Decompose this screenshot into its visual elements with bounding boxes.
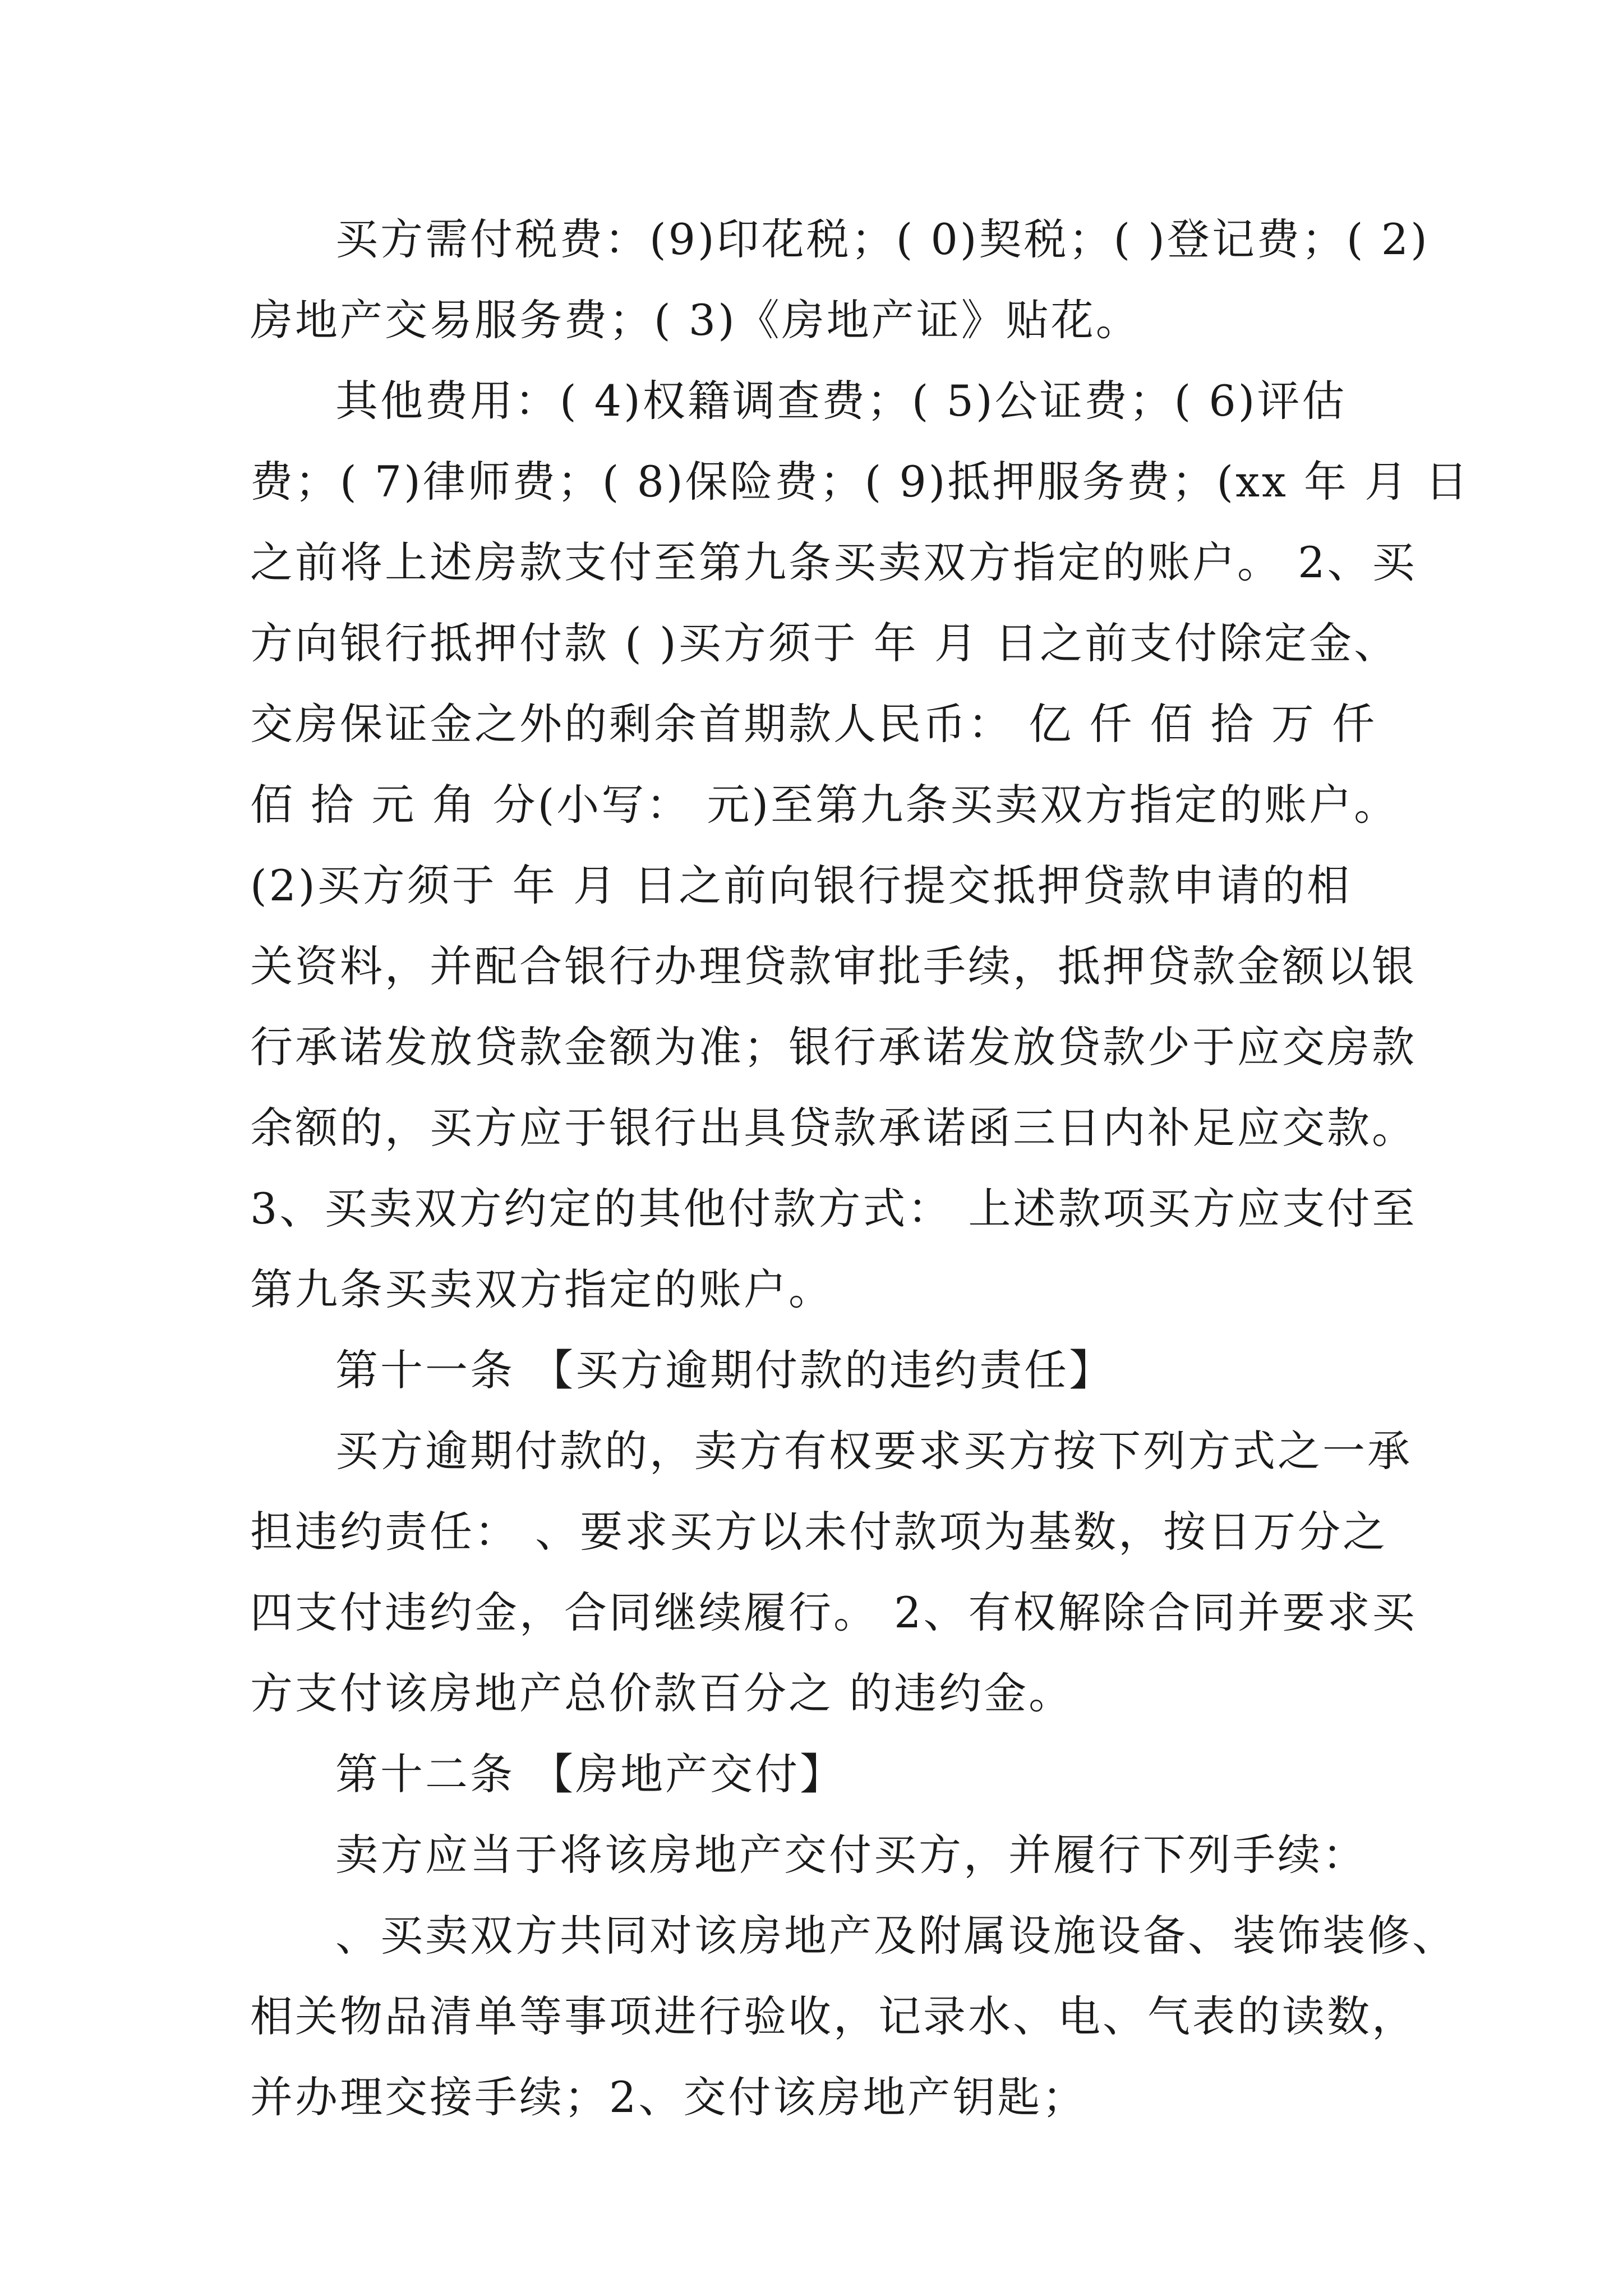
text-line: 其他费用：( 4)权籍调查费；( 5)公证费；( 6)评估 — [335, 376, 1347, 426]
text-line: 费；( 7)律师费；( 8)保险费；( 9)抵押服务费；(xx 年 月 日 — [250, 457, 1470, 507]
article-heading: 第十一条 【买方逾期付款的违约责任】 — [335, 1345, 1114, 1395]
text-line: 3、买卖双方约定的其他付款方式： 上述款项买方应支付至 — [250, 1184, 1417, 1234]
article-heading: 第十二条 【房地产交付】 — [335, 1749, 845, 1799]
text-line: 并办理交接手续；2、交付该房地产钥匙； — [250, 2072, 1087, 2122]
text-line: 相关物品清单等事项进行验收，记录水、电、气表的读数， — [250, 1991, 1417, 2041]
text-line: 第九条买卖双方指定的账户。 — [250, 1264, 833, 1314]
text-line: 交房保证金之外的剩余首期款人民币： 亿 仟 佰 拾 万 仟 — [250, 699, 1377, 749]
text-line: 之前将上述房款支付至第九条买卖双方指定的账户。 2、买 — [250, 537, 1417, 587]
text-line: 行承诺发放贷款金额为准；银行承诺发放贷款少于应交房款 — [250, 1022, 1417, 1072]
text-line: 卖方应当于将该房地产交付买方，并履行下列手续： — [335, 1830, 1367, 1880]
text-line: 房地产交易服务费；( 3)《房地产证》贴花。 — [250, 295, 1141, 345]
text-line: 余额的，买方应于银行出具贷款承诺函三日内补足应交款。 — [250, 1103, 1417, 1153]
text-line: 四支付违约金，合同继续履行。 2、有权解除合同并要求买 — [250, 1588, 1417, 1637]
text-line: 买方逾期付款的，卖方有权要求买方按下列方式之一承 — [335, 1426, 1412, 1476]
text-line: 佰 拾 元 角 分(小写： 元)至第九条买卖双方指定的账户。 — [250, 780, 1399, 830]
text-line: 买方需付税费：(9)印花税；( 0)契税；( )登记费；( 2) — [335, 214, 1430, 264]
text-line: 方向银行抵押付款 ( )买方须于 年 月 日之前支付除定金、 — [250, 618, 1399, 668]
document-body — [250, 199, 1470, 2138]
text-line: 、买卖双方共同对该房地产及附属设施设备、装饰装修、 — [335, 1911, 1457, 1961]
text-line: 关资料，并配合银行办理贷款审批手续，抵押贷款金额以银 — [250, 941, 1417, 991]
text-line: 方支付该房地产总价款百分之 的违约金。 — [250, 1668, 1074, 1718]
text-line: (2)买方须于 年 月 日之前向银行提交抵押贷款申请的相 — [250, 861, 1352, 910]
text-line: 担违约责任： 、要求买方以未付款项为基数，按日万分之 — [250, 1507, 1388, 1557]
